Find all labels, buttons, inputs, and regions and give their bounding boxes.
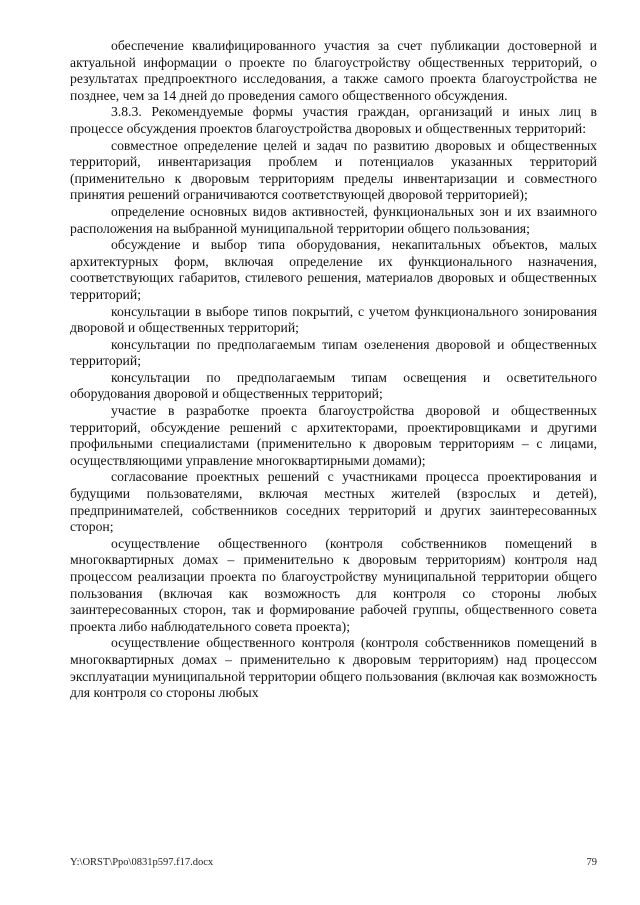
paragraph-8: консультации по предполагаемым типам освещения и осветительного оборудования дворовой и общественных территорий;	[70, 369, 597, 402]
document-body	[70, 38, 597, 702]
paragraph-3: совместное определение целей и задач по развитию дворовых и общественных территорий, инвентаризация проблем и потенциалов указанных территорий (применительно к дворовым территориям пределы инвентаризации и совместного принятия решений ограничиваются соответствующей дворовой территорией);	[70, 137, 597, 203]
paragraph-2: 3.8.3. Рекомендуемые формы участия граждан, организаций и иных лиц в процессе обсуждения проектов благоустройства дворовых и общественных территорий:	[70, 104, 597, 136]
paragraph-12: осуществление общественного контроля (контроля собственников помещений в многоквартирных домах – применительно к дворовым территориям) над процессом эксплуатации муниципальной территории общего пользования (включая как возможность для контроля со стороны любых	[70, 635, 597, 701]
paragraph-11: осуществление общественного (контроля собственников помещений в многоквартирных домах – применительно к дворовым территориям) контроля над процессом реализации проекта по благоустройству муниципальной территории общего пользования (включая как возможность для контроля со стороны любых заинтересованных сторон, так и формирование рабочей группы, общественного совета проекта либо наблюдательного совета проекта);	[70, 535, 597, 634]
paragraph-7: консультации по предполагаемым типам озеленения дворовой и общественных территорий;	[70, 336, 597, 369]
paragraph-5: обсуждение и выбор типа оборудования, некапитальных объектов, малых архитектурных форм, включая определение их функционального назначения, соответствующих габаритов, стилевого решения, материалов дворовых и общественных территорий;	[70, 237, 597, 302]
paragraph-1: обеспечение квалифицированного участия за счет публикации достоверной и актуальной информации о проекте по благоустройству общественных территорий, о результатах предпроектного исследования, а также самого проекта благоустройства не позднее, чем за 14 дней до проведения самого общественного обсуждения.	[70, 38, 597, 103]
footer-file-path: Y:\ORST\Ppo\0831p597.f17.docx	[70, 857, 214, 868]
footer-page-number: 79	[586, 857, 597, 868]
paragraph-9: участие в разработке проекта благоустройства дворовой и общественных территорий, обсуждение решений с архитекторами, проектировщиками и другими профильными специалистами (применительно к дворовым территориям – с лицами, осуществляющими управление многоквартирными домами);	[70, 403, 597, 468]
paragraph-6: консультации в выборе типов покрытий, с учетом функционального зонирования дворовой и общественных территорий;	[70, 303, 597, 336]
paragraph-4: определение основных видов активностей, функциональных зон и их взаимного расположения на выбранной муниципальной территории общего пользования;	[70, 203, 597, 236]
paragraph-10: согласование проектных решений с участниками процесса проектирования и будущими пользователями, включая местных жителей (взрослых и детей), предпринимателей, собственников соседних территорий и других заинтересованных сторон;	[70, 469, 597, 535]
